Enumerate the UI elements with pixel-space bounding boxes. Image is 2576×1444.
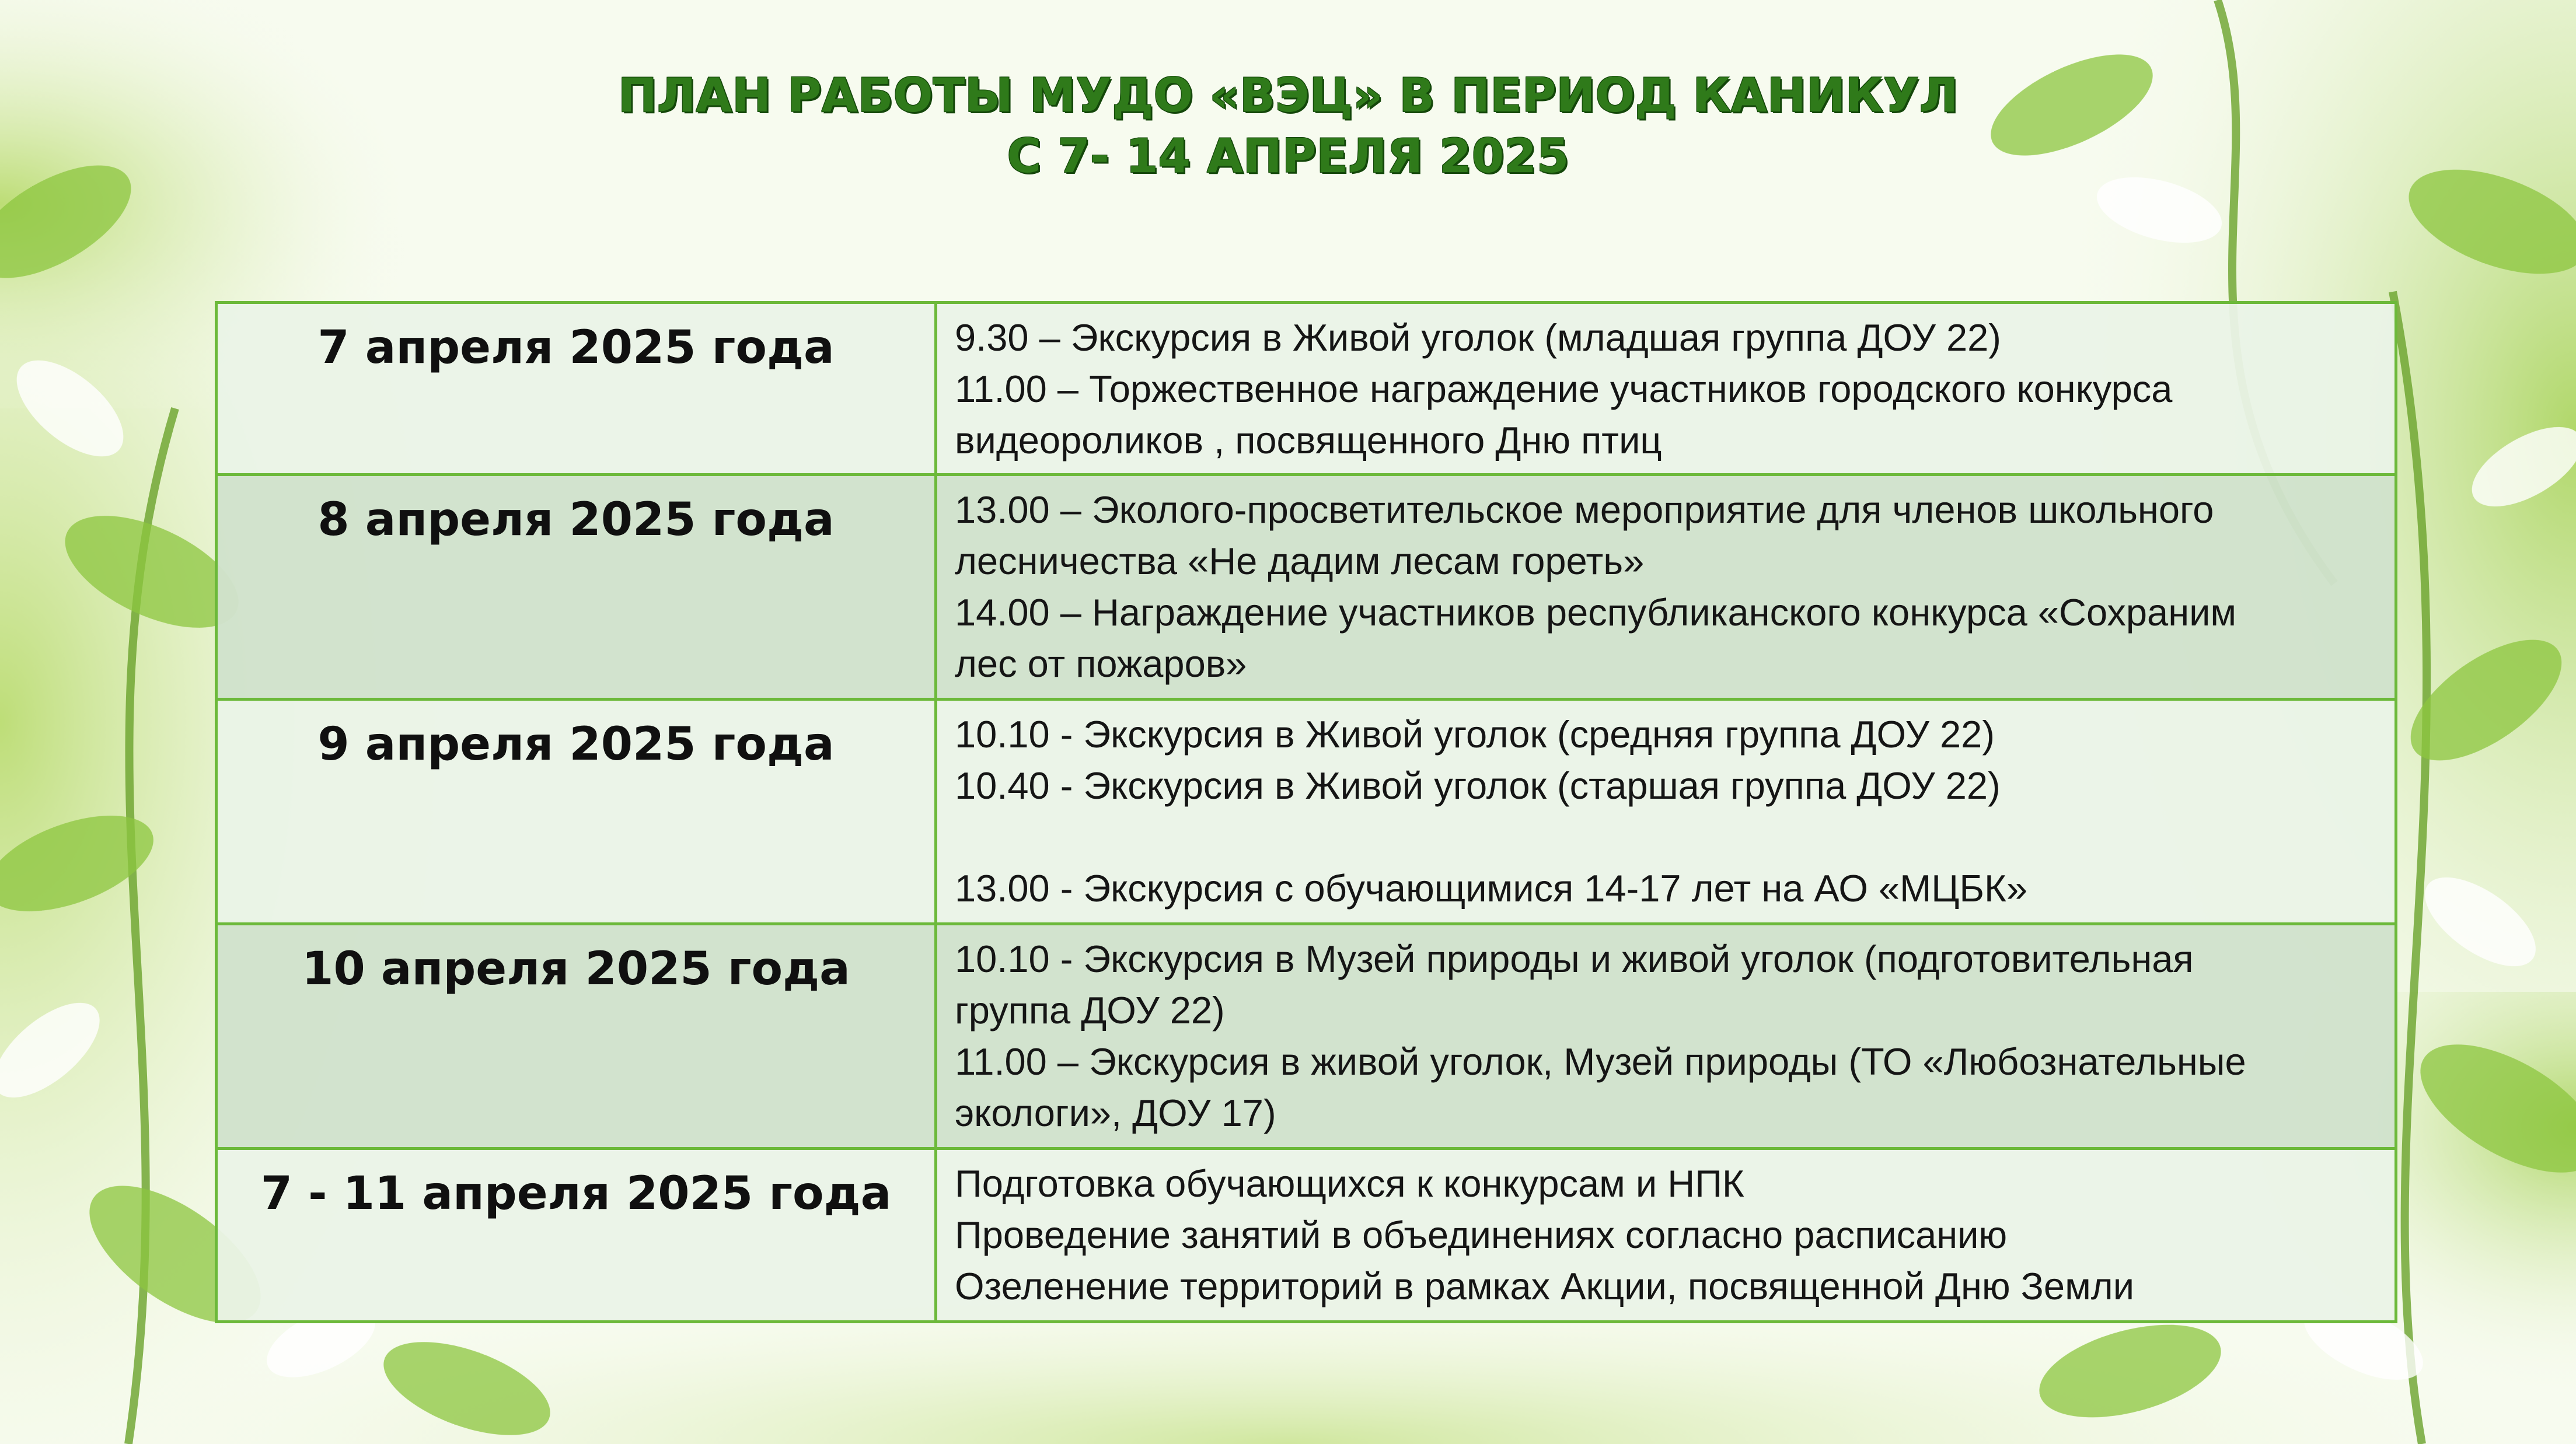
event-line: 11.00 – Экскурсия в живой уголок, Музей природы (ТО «Любознательные [955, 1040, 2246, 1083]
event-line: Озеленение территорий в рамках Акции, посвященной Дню Земли [955, 1265, 2134, 1307]
table-row [217, 475, 2396, 700]
title-line-1: ПЛАН РАБОТЫ МУДО «ВЭЦ» В ПЕРИОД КАНИКУЛ [617, 68, 1959, 123]
table-row [217, 700, 2396, 924]
page-title [0, 65, 2576, 187]
date-cell: 7 - 11 апреля 2025 года [217, 1149, 936, 1322]
event-line: Проведение занятий в объединениях согласно расписанию [955, 1214, 2008, 1256]
title-line-2: С 7- 14 АПРЕЛЯ 2025 [1007, 129, 1569, 183]
table-row [217, 924, 2396, 1149]
schedule-table [215, 301, 2397, 1323]
event-line: Подготовка обучающихся к конкурсам и НПК [955, 1162, 1744, 1205]
events-cell [936, 924, 2396, 1149]
date-cell: 10 апреля 2025 года [217, 924, 936, 1149]
event-line: экологи», ДОУ 17) [955, 1092, 1276, 1134]
table-row [217, 1149, 2396, 1322]
events-cell [936, 1149, 2396, 1322]
table-row [217, 303, 2396, 475]
event-line: группа ДОУ 22) [955, 989, 1225, 1032]
event-line: 10.10 - Экскурсия в Музей природы и живой уголок (подготовительная [955, 938, 2194, 980]
event-line: лесничества «Не дадим лесам гореть» [955, 540, 1645, 582]
event-line: видеороликов , посвященного Дню птиц [955, 419, 1662, 461]
spacer [955, 812, 2383, 863]
event-line: лес от пожаров» [955, 642, 1247, 685]
event-line: 10.40 - Экскурсия в Живой уголок (старшая группа ДОУ 22) [955, 764, 2001, 807]
event-line: 14.00 – Награждение участников республиканского конкурса «Сохраним [955, 591, 2237, 634]
event-line: 11.00 – Торжественное награждение участников городского конкурса [955, 368, 2173, 410]
event-line: 9.30 – Экскурсия в Живой уголок (младшая группа ДОУ 22) [955, 316, 2001, 359]
event-line: 13.00 - Экскурсия с обучающимися 14-17 лет на АО «МЦБК» [955, 867, 2028, 910]
events-cell [936, 700, 2396, 924]
date-cell: 9 апреля 2025 года [217, 700, 936, 924]
events-cell [936, 475, 2396, 700]
date-cell: 7 апреля 2025 года [217, 303, 936, 475]
event-line: 13.00 – Эколого-просветительское мероприятие для членов школьного [955, 488, 2214, 531]
event-line: 10.10 - Экскурсия в Живой уголок (средняя группа ДОУ 22) [955, 713, 1995, 756]
date-cell: 8 апреля 2025 года [217, 475, 936, 700]
events-cell [936, 303, 2396, 475]
